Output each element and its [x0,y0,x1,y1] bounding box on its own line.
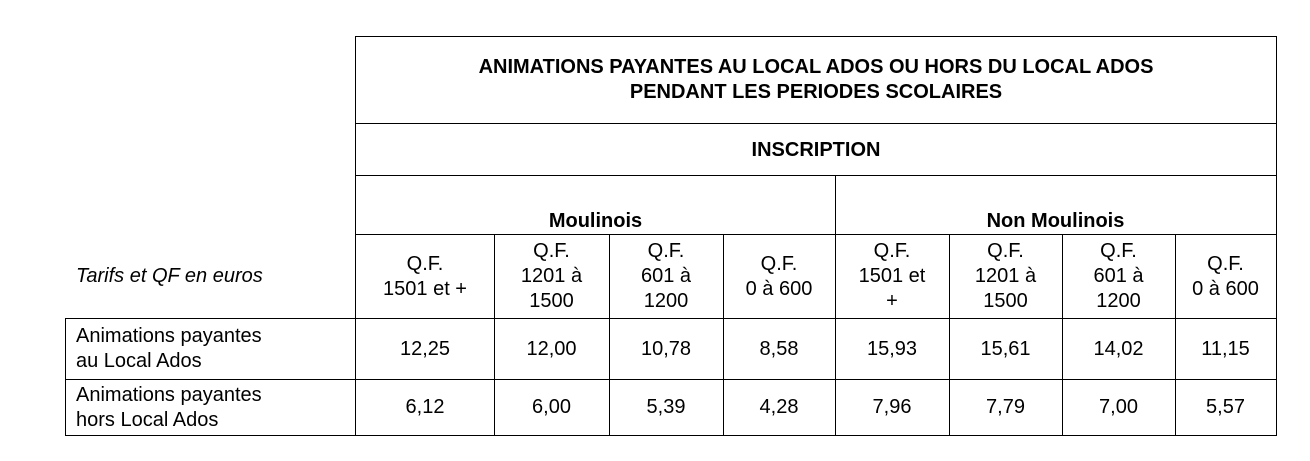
row-label-line: au Local Ados [76,350,202,372]
column-header-line: 1501 et [858,265,926,287]
grid-line [65,318,1277,319]
row-label [66,380,355,435]
column-header [949,235,1062,318]
column-header-line: 1500 [529,290,574,312]
column-header [356,235,494,318]
table-cell: 14,02 [1093,337,1144,360]
column-header-line: Q.F. [1100,240,1137,262]
table-title-line-2: PENDANT LES PERIODES SCOLAIRES [629,81,1003,103]
column-header-line: 1501 et + [383,277,467,300]
column-header-line: Q.F. [406,252,444,275]
table-cell: 7,96 [872,396,912,418]
column-header [609,235,723,318]
inscription-header: INSCRIPTION [751,138,881,161]
grid-line [609,234,610,436]
column-header-line: Q.F. [533,240,570,262]
grid-line [949,234,950,436]
table-cell: 6,00 [532,396,571,418]
row-label-line: hors Local Ados [76,408,219,431]
table-cell: 5,39 [646,396,686,418]
column-header [835,235,949,318]
row-label-line: Animations payantes [76,325,262,347]
grid-line [1175,234,1176,436]
grid-line [1276,36,1277,436]
table-cell: 15,93 [866,337,918,360]
table-title [356,37,1276,123]
row-label-line: Animations payantes [76,383,262,406]
table-cell: 15,61 [980,337,1031,360]
grid-line [355,175,1277,176]
grid-line [355,123,1277,124]
column-header-line: 1201 à [520,265,583,287]
grid-line [1062,234,1063,436]
grid-line [355,36,356,436]
column-header-line: 1500 [983,290,1028,312]
table-cell: 6,12 [405,396,445,418]
column-header-line: 601 à [1093,265,1144,287]
grid-line [65,435,1277,436]
grid-line [65,318,66,436]
column-header-line: 1200 [1096,290,1141,312]
column-header-line: 0 à 600 [1192,277,1259,300]
table-cell: 12,25 [399,337,451,360]
table-cell: 5,57 [1206,396,1245,418]
column-header [723,235,835,318]
column-header-line: Q.F. [987,240,1024,262]
table-cell: 7,79 [986,396,1025,418]
table-cell: 8,58 [759,337,799,360]
column-header-line: 1200 [643,290,689,312]
group-header-non-moulinois: Non Moulinois [986,209,1125,232]
column-header-line: 0 à 600 [745,277,813,300]
column-header-line: 1201 à [974,265,1037,287]
grid-line [723,234,724,436]
column-header-line: Q.F. [873,240,911,262]
table-cell: 4,28 [759,396,799,418]
corner-label: Tarifs et QF en euros [76,264,263,287]
table-cell: 12,00 [526,337,577,360]
table-cell: 10,78 [640,337,692,360]
table-title-line-1: ANIMATIONS PAYANTES AU LOCAL ADOS OU HORS DU LOCAL ADOS [478,56,1154,78]
table-cell: 11,15 [1201,337,1250,360]
grid-line [65,379,1277,380]
column-header-line: + [886,290,898,312]
column-header-line: 601 à [640,265,692,287]
column-header-line: Q.F. [1207,252,1244,275]
column-header-line: Q.F. [760,252,798,275]
column-header-line: Q.F. [647,240,685,262]
grid-line [835,175,836,436]
column-header [494,235,609,318]
row-label [66,319,355,379]
grid-line [494,234,495,436]
column-header [1062,235,1175,318]
column-header [1175,235,1276,318]
grid-line [355,36,1277,37]
group-header-moulinois: Moulinois [548,209,643,232]
table-cell: 7,00 [1099,396,1138,418]
